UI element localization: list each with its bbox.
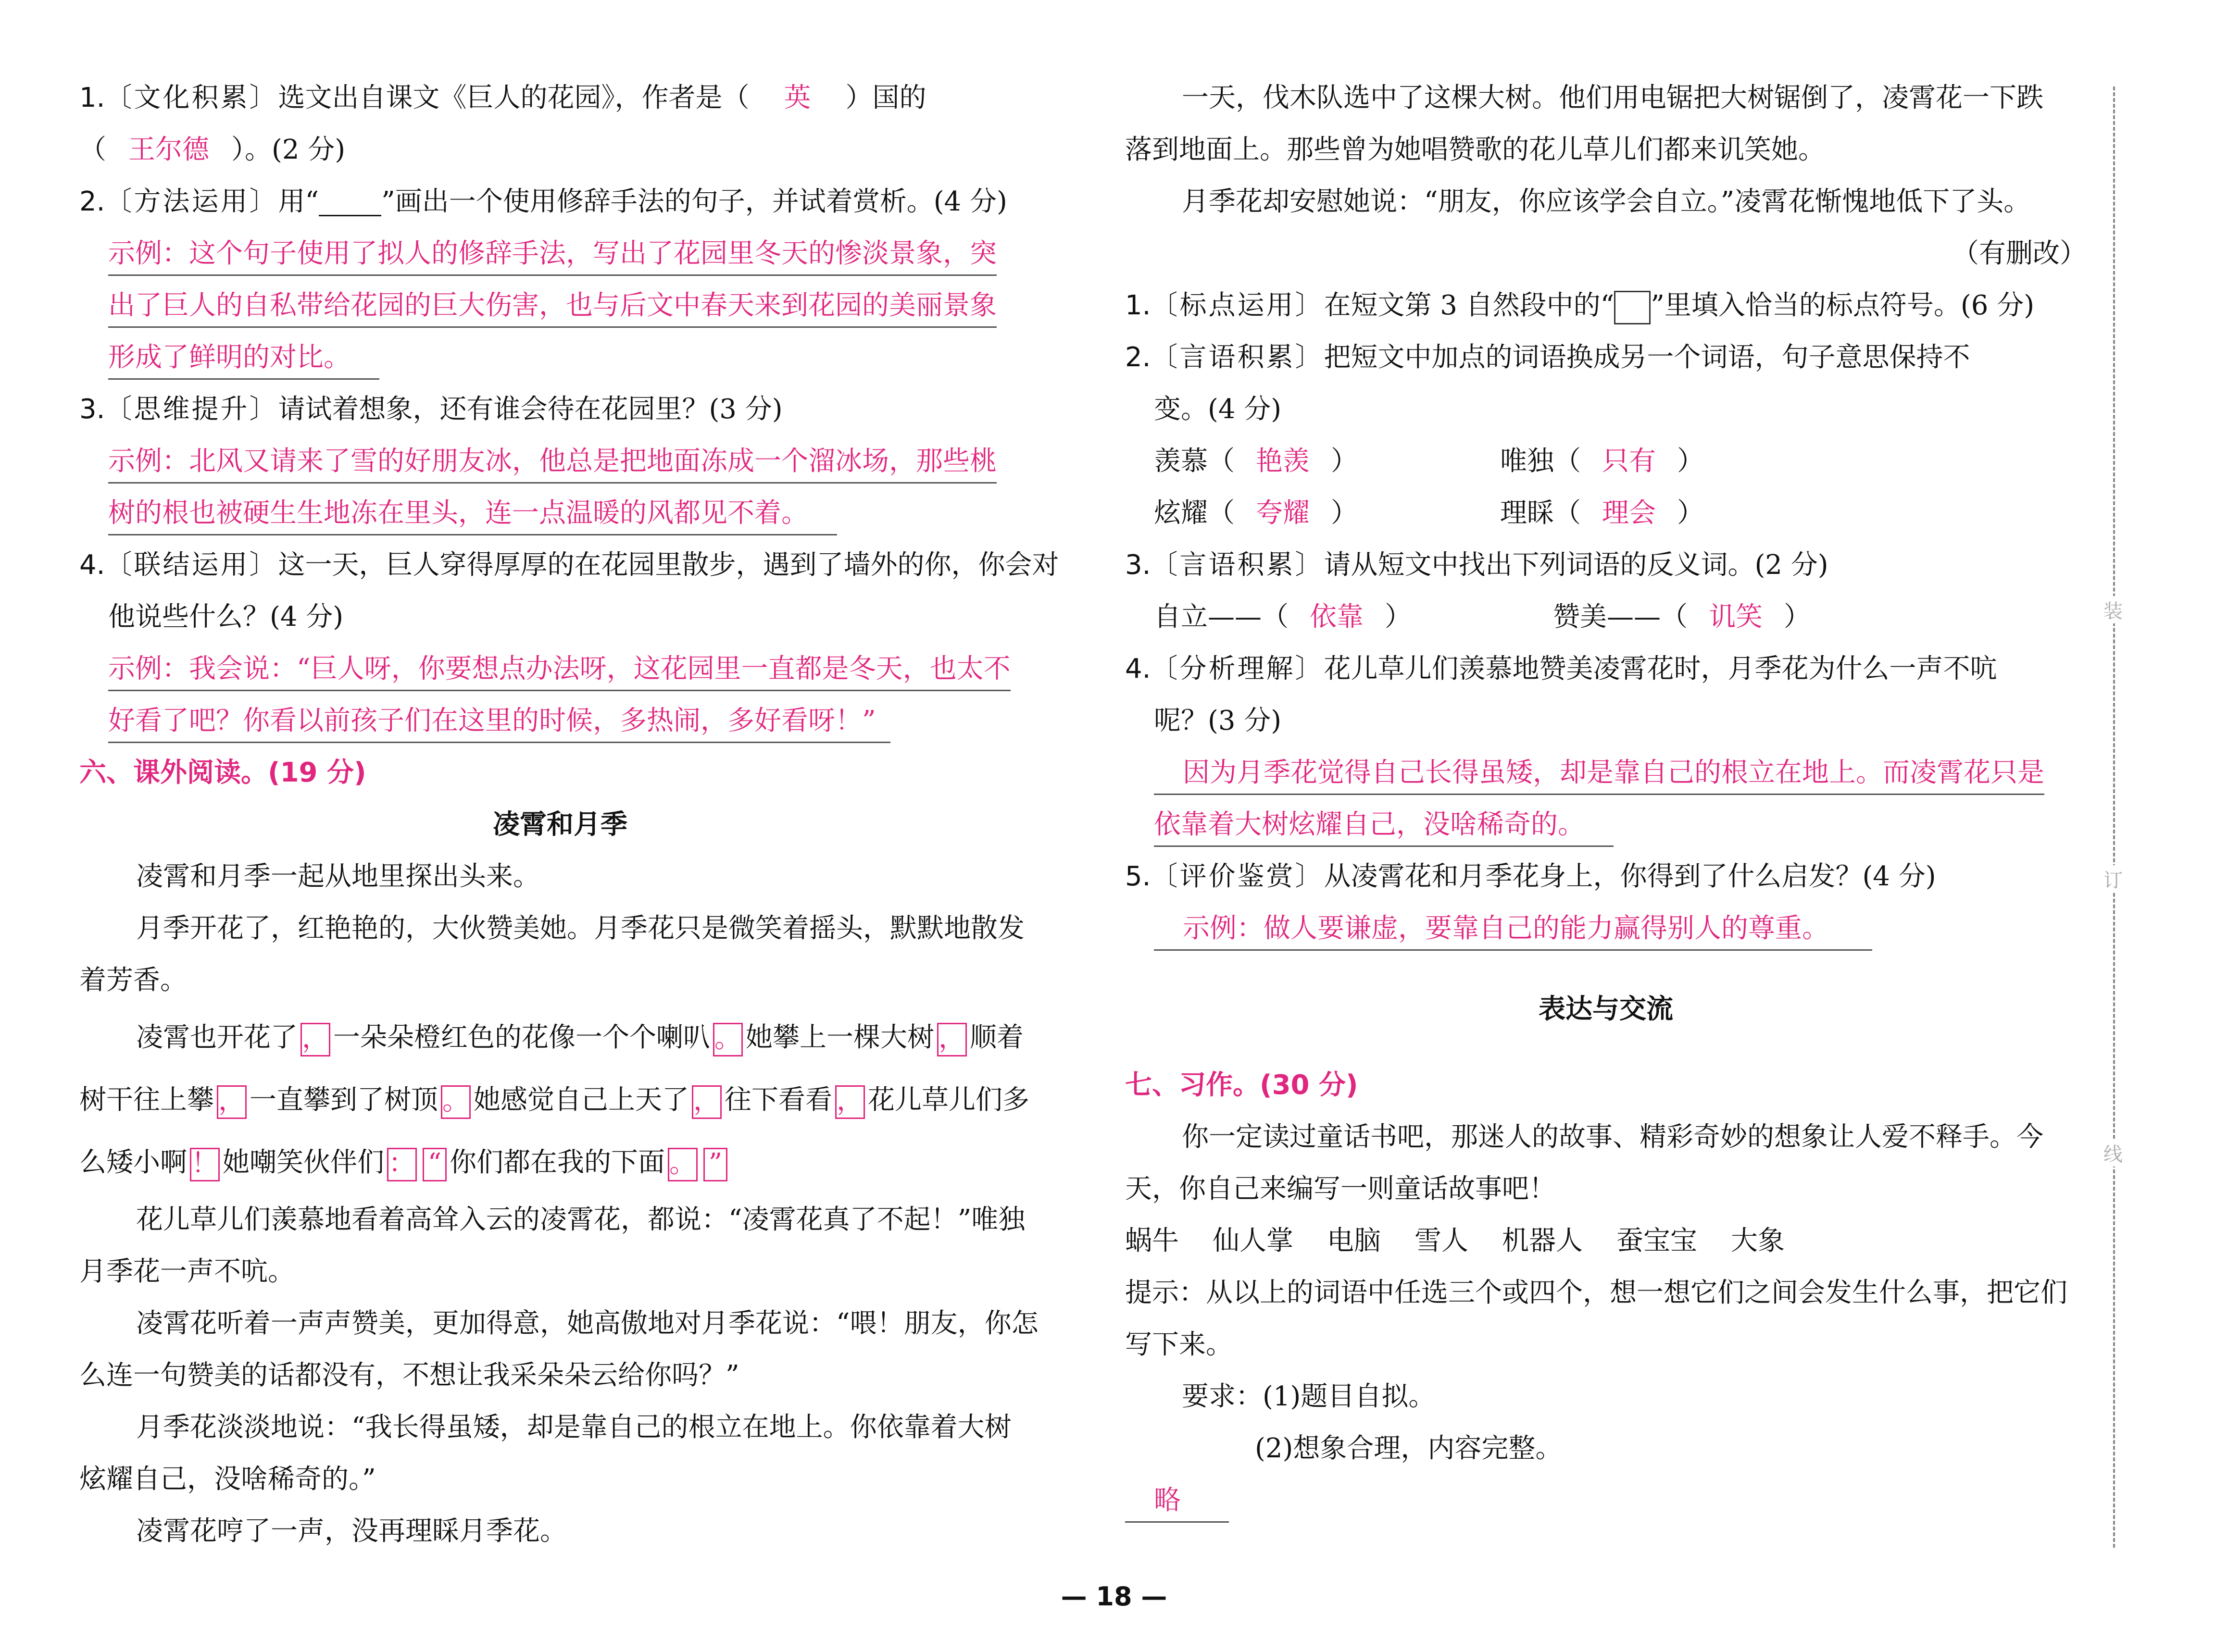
right-q4-line1 bbox=[1125, 643, 2087, 695]
binding-char-ding: 订 bbox=[2101, 865, 2125, 893]
word-item: 大象 bbox=[1731, 1225, 1785, 1256]
answer-line bbox=[79, 695, 1041, 747]
section-7-heading: 七、习作。(30 分) bbox=[1125, 1069, 1358, 1101]
story-text: 顺着 bbox=[970, 1022, 1024, 1053]
story-paragraph-3-line3 bbox=[79, 1131, 1041, 1194]
story-text: 花儿草儿们 bbox=[136, 1204, 271, 1235]
synonym-row bbox=[1125, 487, 2087, 539]
q-text: 把短文中加点的词语换成另一个词语，句子意思保持不 bbox=[1324, 342, 1970, 373]
q-tag: 〔标点运用〕 bbox=[1151, 290, 1324, 321]
q-text: ）。(2 分) bbox=[231, 134, 346, 165]
left-q4-line1 bbox=[79, 539, 1059, 591]
right-q5-line1 bbox=[1125, 851, 2087, 903]
pair-answer: 只有 bbox=[1602, 446, 1656, 477]
left-q4-line2 bbox=[79, 591, 1041, 643]
answer-text: 示例：北风又请来了雪的好朋友冰，他总是把地面冻成一个溜冰场，那些桃 bbox=[108, 441, 997, 484]
word-item: 蜗牛 bbox=[1125, 1225, 1179, 1256]
q-tag: 〔文化积累〕 bbox=[105, 82, 278, 113]
story-paragraph: 月季开花了，红艳艳的，大伙赞美她。月季花只是微笑着摇头，默默地散发 bbox=[136, 913, 1025, 944]
writing-requirement: 要求：(1)题目自拟。 bbox=[1182, 1381, 1436, 1412]
story-text: 月季花。 bbox=[459, 1515, 567, 1547]
word-item: 电脑 bbox=[1327, 1225, 1381, 1256]
punct-answer-box: “ bbox=[423, 1148, 447, 1181]
story-text: 凌霄花哼了一声，没再 bbox=[136, 1515, 405, 1547]
q-number: 1. bbox=[79, 82, 105, 113]
spacer bbox=[1125, 1035, 2087, 1059]
answer-line bbox=[79, 643, 1041, 695]
story-paragraph: 凌霄花听着一声声赞美，更加得意，她高傲地对月季花说：“喂！朋友，你怎 bbox=[136, 1308, 1039, 1339]
antonym-row bbox=[1125, 591, 2087, 643]
left-q3-line1 bbox=[79, 384, 1041, 435]
writing-tip: 写下来。 bbox=[1125, 1329, 1233, 1360]
synonym-pair bbox=[1500, 487, 1846, 539]
q-text: ）国的 bbox=[845, 82, 926, 113]
writing-tip: 提示：从以上的词语中任选三个或四个，想一想它们之间会发生什么事，把它们 bbox=[1125, 1277, 2067, 1308]
word-item: 机器人 bbox=[1502, 1225, 1583, 1256]
spacer bbox=[1125, 955, 2087, 983]
story-text: 自己，没啥稀奇的。” bbox=[133, 1464, 376, 1495]
binding-char-zhuang: 装 bbox=[2101, 596, 2125, 623]
answer-text: 好看了吧？你看以前孩子们在这里的时候，多热闹，多好看呀！” bbox=[108, 700, 890, 743]
answer-text: 示例：做人要谦虚，要靠自己的能力赢得别人的尊重。 bbox=[1154, 908, 1872, 951]
punct-answer-box: ， bbox=[300, 1023, 330, 1056]
q-number: 2. bbox=[1125, 342, 1151, 373]
story-paragraph: 着芳香。 bbox=[79, 965, 187, 996]
story-paragraph-3-line1 bbox=[79, 1006, 1041, 1069]
blank-box-symbol bbox=[1614, 291, 1651, 324]
q-tag: 〔言语积累〕 bbox=[1151, 342, 1324, 373]
punct-answer-box: ” bbox=[703, 1148, 727, 1181]
story-paragraph: 月季花却安慰她说：“朋友，你应该学会自立。”凌霄花惭愧地低下了头。 bbox=[1182, 186, 2031, 217]
q-text: 请试着想象，还有谁会待在花园里？(3 分) bbox=[278, 394, 783, 425]
q-number: 3. bbox=[79, 394, 105, 425]
q-text: ”里填入恰当的标点符号。(6 分) bbox=[1651, 290, 2035, 321]
pair-answer: 艳羡 bbox=[1256, 446, 1310, 477]
story-text: 她嘲笑伙伴们 bbox=[223, 1147, 384, 1178]
right-q4-line2: 呢？(3 分) bbox=[1154, 705, 1282, 736]
punct-answer-box: 。 bbox=[713, 1023, 743, 1056]
pair-word: 赞美——（ bbox=[1553, 601, 1688, 633]
story-paragraph: 落到地面上。那些曾为她唱赞歌的花儿草儿们都来讥笑她。 bbox=[1125, 134, 1825, 165]
q-text: ”画出一个使用修辞手法的句子，并试着赏析。(4 分) bbox=[381, 186, 1007, 217]
story-paragraph: 么连一句赞美的话都没有，不想让我采朵朵云给你吗？” bbox=[79, 1360, 739, 1391]
story-paragraph: 月季花一声不吭。 bbox=[79, 1256, 295, 1287]
story-text: 一朵朵橙红色的花像一个个喇叭 bbox=[333, 1022, 710, 1053]
answer-country: 英 bbox=[784, 82, 811, 113]
pair-close: ） bbox=[1677, 446, 1704, 477]
word-item: 仙人掌 bbox=[1213, 1225, 1293, 1256]
writing-prompt: 你一定读过童话书吧，那迷人的故事、精彩奇妙的想象让人爱不释手。今 bbox=[1182, 1121, 2043, 1153]
q-number: 2. bbox=[79, 186, 105, 217]
left-q1-line2 bbox=[79, 124, 1041, 176]
left-q1-line1 bbox=[79, 72, 1041, 124]
page-number: — 18 — bbox=[1061, 1581, 1167, 1612]
synonym-row bbox=[1125, 435, 2087, 487]
q-text: 花儿草儿们羡慕地赞美凌霄花时，月季花为什么一声不吭 bbox=[1324, 653, 1997, 684]
section-6-heading: 六、课外阅读。(19 分) bbox=[79, 757, 366, 788]
story-text: 么矮小啊 bbox=[79, 1147, 187, 1178]
story-text: 往下看看 bbox=[725, 1084, 832, 1116]
punct-answer-box: 。 bbox=[668, 1148, 698, 1181]
q-number: 4. bbox=[1125, 653, 1151, 684]
q-tag: 〔言语积累〕 bbox=[1151, 549, 1324, 581]
word-item: 雪人 bbox=[1414, 1225, 1468, 1256]
story-text: 树干往上攀 bbox=[79, 1084, 214, 1116]
binding-char-xian: 线 bbox=[2101, 1139, 2125, 1167]
pair-word: 炫耀（ bbox=[1154, 497, 1235, 529]
q-text: 他说些什么？(4 分) bbox=[108, 601, 344, 633]
answer-text: 树的根也被硬生生地冻在里头，连一点温暖的风都见不着。 bbox=[108, 493, 837, 535]
right-q2-line1 bbox=[1125, 332, 2087, 384]
story-paragraph: 一天，伐木队选中了这棵大树。他们用电锯把大树锯倒了，凌霄花一下跌 bbox=[1182, 82, 2043, 113]
dotted-word: 羡慕 • • bbox=[271, 1204, 325, 1235]
story-paragraph: 月季花淡淡地说：“我长得虽矮，却是靠自己的根立在地上。你依靠着大树 bbox=[136, 1412, 1012, 1443]
answer-line bbox=[79, 280, 1041, 332]
q-tag: 〔联结运用〕 bbox=[105, 549, 278, 581]
story-title: 凌霄和月季 bbox=[493, 809, 627, 840]
q-number: 1. bbox=[1125, 290, 1151, 321]
right-q1-line1 bbox=[1125, 280, 2087, 332]
q-text: 从凌霄花和月季花身上，你得到了什么启发？(4 分) bbox=[1324, 861, 1936, 892]
punct-answer-box: ， bbox=[217, 1085, 247, 1119]
pair-close: ） bbox=[1385, 601, 1412, 633]
right-column bbox=[1125, 72, 2087, 1527]
pair-answer: 夸耀 bbox=[1256, 497, 1310, 529]
story-text: 一直攀到了树顶 bbox=[250, 1084, 438, 1116]
q-text: 这一天，巨人穿得厚厚的在花园里散步，遇到了墙外的你，你会对 bbox=[278, 549, 1059, 581]
pair-word: 唯独（ bbox=[1500, 446, 1581, 477]
story-text: 凌霄也开花了 bbox=[136, 1022, 298, 1053]
pair-word: 理睬（ bbox=[1500, 497, 1581, 529]
story-paragraph-4-line1 bbox=[79, 1194, 1041, 1246]
answer-line bbox=[79, 487, 1041, 539]
answer-line bbox=[79, 332, 1041, 384]
story-text: 她感觉自己上天了 bbox=[474, 1084, 689, 1116]
story-paragraph-6-line2 bbox=[79, 1453, 1041, 1505]
antonym-pair bbox=[1154, 591, 1553, 643]
word-list bbox=[1125, 1215, 2087, 1267]
dotted-word: 理睬 • • bbox=[405, 1515, 459, 1547]
answer-text: 示例：我会说：“巨人呀，你要想点办法呀，这花园里一直都是冬天，也太不 bbox=[108, 648, 1011, 691]
q-tag: 〔方法运用〕 bbox=[105, 186, 278, 217]
answer-line bbox=[79, 435, 1041, 487]
word-item: 蚕宝宝 bbox=[1616, 1225, 1697, 1256]
punct-answer-box: ！ bbox=[190, 1148, 220, 1181]
punct-answer-box: ， bbox=[692, 1085, 722, 1119]
essay-answer-line bbox=[1125, 1475, 2087, 1527]
answer-text: 依靠着大树炫耀自己，没啥稀奇的。 bbox=[1154, 804, 1614, 847]
pair-close: ） bbox=[1784, 601, 1811, 633]
pair-close: ） bbox=[1331, 446, 1358, 477]
story-text: 她攀上一棵大树 bbox=[746, 1022, 934, 1053]
punct-answer-box: 。 bbox=[441, 1085, 471, 1119]
q-text: 选文出自课文《巨人的花园》，作者是（ bbox=[278, 82, 750, 113]
pair-close: ） bbox=[1677, 497, 1704, 529]
writing-requirement: (2)想象合理，内容完整。 bbox=[1255, 1433, 1563, 1464]
writing-prompt: 天，你自己来编写一则童话故事吧！ bbox=[1125, 1173, 1556, 1205]
answer-text: 示例：这个句子使用了拟人的修辞手法，写出了花园里冬天的惨淡景象，突 bbox=[108, 233, 997, 276]
answer-line bbox=[1125, 903, 2087, 955]
q-text: 在短文第 3 自然段中的“ bbox=[1324, 290, 1615, 321]
q-tag: 〔思维提升〕 bbox=[105, 394, 278, 425]
punct-answer-box: ， bbox=[937, 1023, 967, 1056]
story-paragraph-7 bbox=[79, 1505, 1041, 1557]
pair-answer: 理会 bbox=[1602, 497, 1656, 529]
punct-answer-box: ， bbox=[835, 1085, 865, 1119]
story-paragraph: 凌霄和月季一起从地里探出头来。 bbox=[136, 861, 540, 892]
story-text: 你们都在我的下面 bbox=[450, 1147, 665, 1178]
punct-answer-box: ： bbox=[387, 1148, 417, 1181]
q-number: 4. bbox=[79, 549, 105, 581]
q-number: 3. bbox=[1125, 549, 1151, 581]
story-paragraph-3-line2 bbox=[79, 1069, 1041, 1131]
binding-dashed-line bbox=[2113, 87, 2115, 1548]
answer-author: 王尔德 bbox=[128, 134, 209, 165]
source-note: （有删改） bbox=[1952, 238, 2087, 269]
right-q2-line2: 变。(4 分) bbox=[1154, 394, 1282, 425]
expression-title: 表达与交流 bbox=[1539, 994, 1673, 1025]
antonym-pair bbox=[1553, 591, 1899, 643]
answer-line bbox=[79, 228, 1041, 280]
left-column bbox=[79, 72, 1059, 1557]
answer-line bbox=[1125, 747, 2087, 799]
synonym-pair bbox=[1154, 435, 1500, 487]
q-text: 用“ bbox=[278, 186, 319, 217]
q-number: 5. bbox=[1125, 861, 1151, 892]
synonym-pair bbox=[1154, 487, 1500, 539]
pair-close: ） bbox=[1331, 497, 1358, 529]
story-text: 地看着高耸入云的凌霄花，都说：“凌霄花真了不起！”唯独 bbox=[325, 1204, 1026, 1235]
story-text: 花儿草儿们多 bbox=[868, 1084, 1029, 1116]
q-tag: 〔评价鉴赏〕 bbox=[1151, 861, 1324, 892]
q-text: 请从短文中找出下列词语的反义词。(2 分) bbox=[1324, 549, 1828, 581]
left-q2-line1 bbox=[79, 176, 1041, 228]
dotted-word: 炫耀 • • bbox=[79, 1464, 133, 1495]
answer-text: 形成了鲜明的对比。 bbox=[108, 337, 379, 380]
answer-line bbox=[1125, 799, 2087, 851]
synonym-pair bbox=[1500, 435, 1846, 487]
underline-blank bbox=[319, 191, 381, 216]
pair-answer: 依靠 bbox=[1310, 601, 1364, 633]
pair-answer: 讥笑 bbox=[1709, 601, 1763, 633]
pair-word: 羡慕（ bbox=[1154, 446, 1235, 477]
pair-word: 自立——（ bbox=[1154, 601, 1289, 633]
answer-text: 出了巨人的自私带给花园的巨大伤害，也与后文中春天来到花园的美丽景象 bbox=[108, 285, 997, 328]
answer-text: 因为月季花觉得自己长得虽矮，却是靠自己的根立在地上。而凌霄花只是 bbox=[1154, 752, 2044, 795]
right-q3-line1 bbox=[1125, 539, 2087, 591]
q-text: （ bbox=[79, 134, 106, 165]
essay-answer: 略 bbox=[1125, 1480, 1229, 1523]
q-tag: 〔分析理解〕 bbox=[1151, 653, 1324, 684]
